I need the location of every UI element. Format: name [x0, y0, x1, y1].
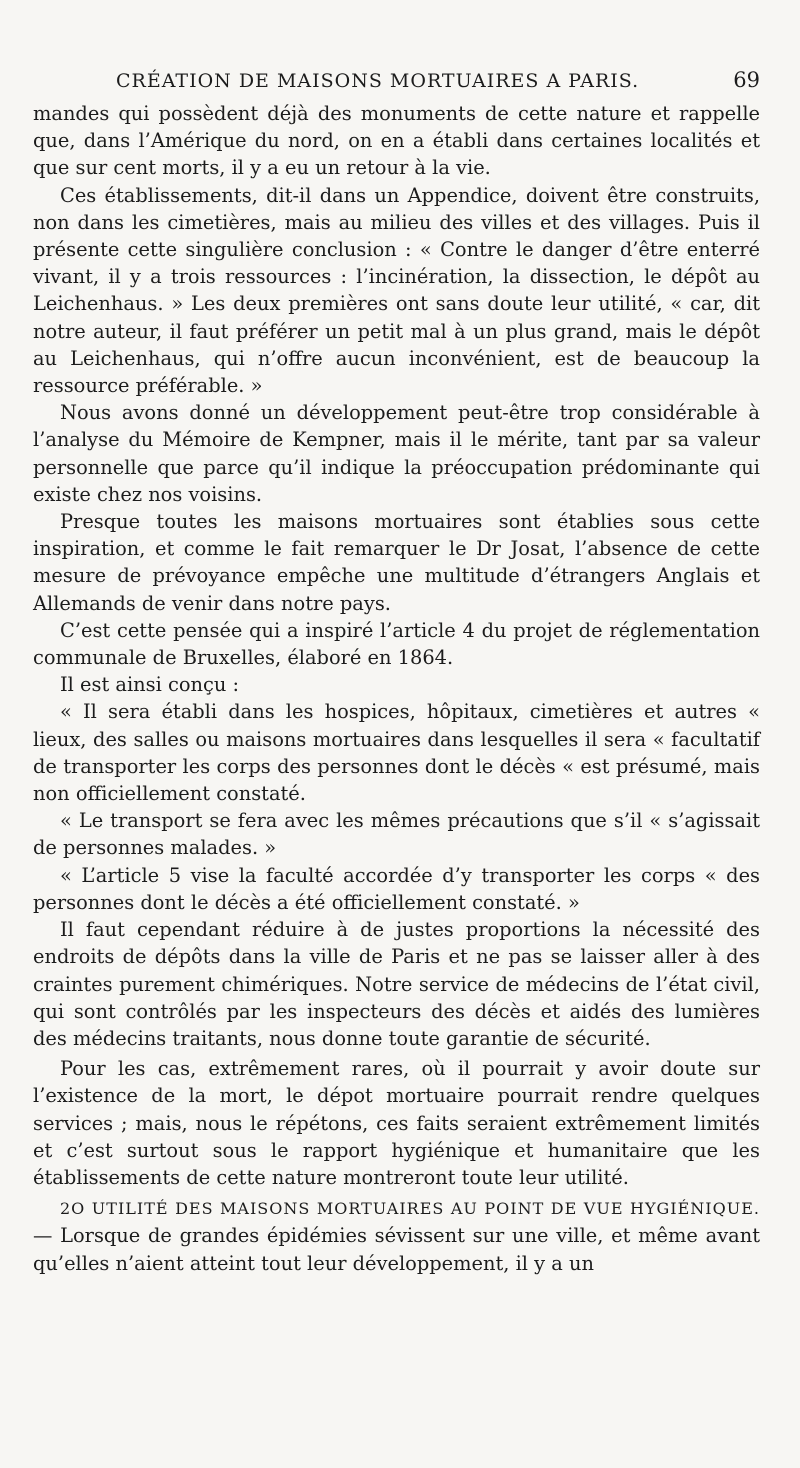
paragraph: Nous avons donné un développement peut-être trop considérable à l’analyse du Mémoire de Kempner, mais il le mérite, tant par sa valeur personnelle que parce qu’il indique la préoccupation prédominante qui existe chez nos voisins.	[33, 401, 760, 506]
paragraph: Il est ainsi conçu :	[60, 673, 240, 697]
section-title: 2O UTILITÉ DES MAISONS MORTUAIRES AU POINT DE VUE HYGIÉNIQUE.	[60, 1199, 760, 1219]
paragraph: Pour les cas, extrêmement rares, où il pourrait y avoir doute sur l’existence de la mort, le dépot mortuaire pourrait rendre quelques services ; mais, nous le répétons, ces faits seraient extrêmement limités et c’est surtout sous le rapport hygiénique et humanitaire que les établissements de cette nature montreront toute leur utilité.	[33, 1057, 760, 1189]
running-title: CRÉATION DE MAISONS MORTUAIRES A PARIS.	[116, 70, 640, 92]
paragraph: Il faut cependant réduire à de justes proportions la nécessité des endroits de dépôts dans la ville de Paris et ne pas se laisser aller à des craintes purement chimériques. Notre service de médecins de l’état civil, qui sont contrôlés par les inspecteurs des décès et aidés des lumières des médecins traitants, nous donne toute garantie de sécurité.	[33, 918, 760, 1050]
paragraph: Ces établissements, dit-il dans un Appendice, doivent être construits, non dans les cimetières, mais au milieu des villes et des villages. Puis il présente cette singulière conclusion : « Contre le danger d’être enterré vivant, il y a trois ressources : l’incinération, la dissection, le dépôt au Leichenhaus. » Les deux premières ont sans doute leur utilité, « car, dit notre auteur, il faut préférer un petit mal à un plus grand, mais le dépôt au Leichenhaus, qui n’offre aucun inconvénient, est de beaucoup la ressource préférable. »	[33, 183, 760, 398]
running-header	[33, 68, 760, 92]
paragraph: C’est cette pensée qui a inspiré l’article 4 du projet de réglementation communale de Bruxelles, élaboré en 1864.	[33, 618, 760, 670]
section-paragraph	[33, 1194, 760, 1277]
body-text	[33, 100, 760, 1277]
quote-paragraph: « L’article 5 vise la faculté accordée d’y transporter les corps « des personnes dont le décès a été officiellement constaté. »	[33, 863, 760, 914]
quote-paragraph: « Il sera établi dans les hospices, hôpitaux, cimetières et autres « lieux, des salles ou maisons mortuaires dans lesquelles il sera « facultatif de transporter les corps des personnes dont le décès « est présumé, mais non officiellement constaté.	[33, 700, 760, 806]
paragraph: mandes qui possèdent déjà des monuments de cette nature et rappelle que, dans l’Amérique du nord, on en a établi dans certaines localités et que sur cent morts, il y a eu un retour à la vie.	[33, 102, 760, 180]
page-number: 69	[733, 68, 760, 92]
quote-paragraph: « Le transport se fera avec les mêmes précautions que s’il « s’agissait de personnes malades. »	[33, 809, 760, 860]
section-text: — Lorsque de grandes épidémies sévissent sur une ville, et même avant qu’elles n’aient atteint tout leur développement, il y a un	[33, 1224, 760, 1275]
paragraph: Presque toutes les maisons mortuaires sont établies sous cette inspiration, et comme le fait remarquer le Dr Josat, l’absence de cette mesure de prévoyance empêche une multitude d’étrangers Anglais et Allemands de venir dans notre pays.	[33, 510, 760, 615]
